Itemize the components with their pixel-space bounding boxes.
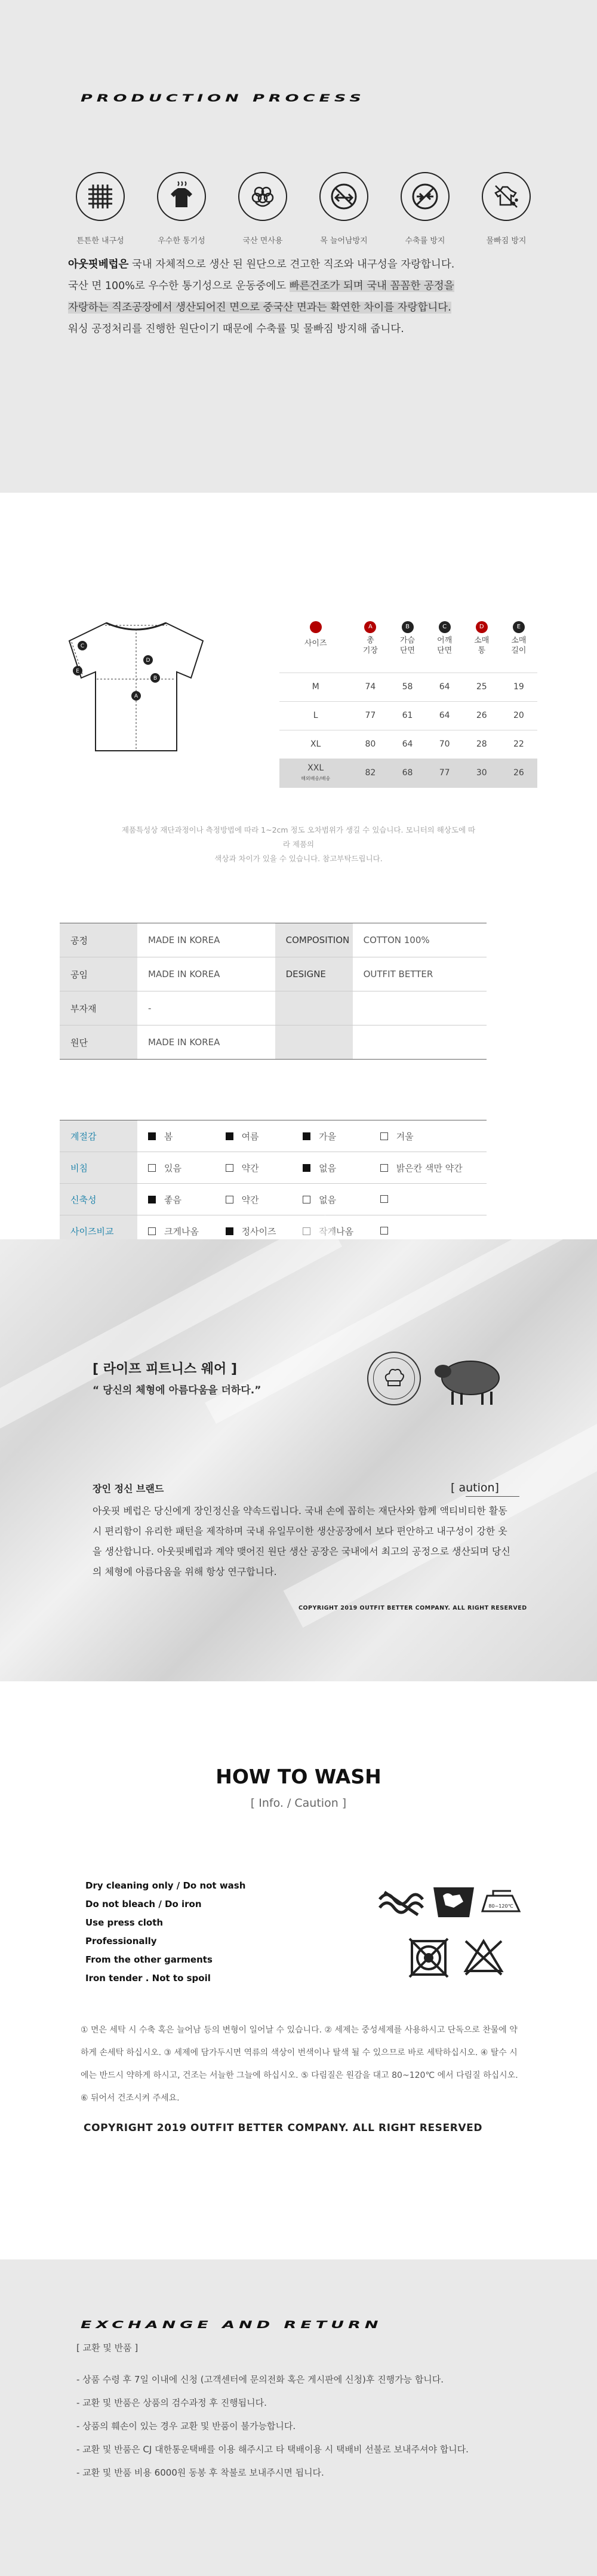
- highlighted-text: 빠른건조가 되며 국내 꼼꼼한 공정을: [289, 280, 454, 292]
- svg-text:80~120℃: 80~120℃: [488, 1903, 513, 1909]
- exchange-policy-list: [76, 2368, 469, 2485]
- feature-durability: [70, 172, 130, 245]
- checkbox-unchecked: [380, 1195, 388, 1203]
- laundry-symbols: [376, 1881, 525, 1983]
- feature-breathability: [152, 172, 211, 245]
- no-shrink-icon: [408, 180, 442, 213]
- wash-caution-note: ① 면은 세탁 시 수축 혹은 늘어남 등의 변형이 일어날 수 있습니다. ② 세제는 중성세제를 사용하시고 단독으로 찬물에 약하게 손세탁 하십시오. ③ 세제에 담가두시면 역류의 색상이 번색이나 탈색 될 수 있으므로 바로 세탁하십시오. ④ 탈수 시에는 반드시 약하게 하시고, 건조는 서늘한 그늘에 하십시오. ⑤ 다림질은 원감을 대고 80~120℃ 에서 다림질 하십시오. ⑥ 뒤어서 건조시켜 주세요.: [81, 2025, 518, 2103]
- wash-rule: Dry cleaning only / Do not wash: [85, 1880, 246, 1891]
- feature-label: 우수한 통기성: [158, 237, 205, 245]
- product-info-table: [60, 923, 487, 1060]
- no-tumble-dry-icon: [410, 1939, 448, 1977]
- wash-rule: Iron tender . Not to spoil: [85, 1973, 211, 1984]
- copyright-small: COPYRIGHT 2019 OUTFIT BETTER COMPANY. ALL RIGHT RESERVED: [298, 1605, 527, 1611]
- no-stretch-icon: [327, 180, 361, 213]
- checkbox-unchecked: [380, 1164, 388, 1172]
- size-badge: A: [364, 621, 376, 633]
- fabric-weave-icon: [85, 181, 116, 212]
- attribute-row-transparency: 비침 있음 약간 없음 밝은칸 색만 약간: [60, 1152, 487, 1184]
- caution-underline: [466, 1496, 519, 1497]
- brand-story-section: [0, 1239, 597, 1681]
- feature-label: 튼튼한 내구성: [76, 237, 124, 245]
- checkbox-unchecked: [148, 1164, 156, 1172]
- attribute-row-size-fit: 사이즈비교 크게나옴 정사이즈 작게나옴: [60, 1215, 487, 1247]
- sheep-icon: [429, 1351, 512, 1408]
- wash-instructions-list: [85, 1877, 245, 1988]
- xxl-note: 해외배송/배송: [301, 776, 331, 781]
- production-description: [68, 254, 540, 340]
- brand-seal-logo: [367, 1352, 421, 1405]
- tshirt-size-diagram: [64, 612, 208, 762]
- wash-rule: Use press cloth: [85, 1917, 164, 1928]
- feature-label: 물빠짐 방지: [486, 237, 527, 245]
- copyright-large: COPYRIGHT 2019 OUTFIT BETTER COMPANY. ALL RIGHT RESERVED: [84, 2122, 483, 2134]
- checkbox-checked: [148, 1132, 156, 1140]
- craftsman-heading: 장인 정신 브랜드: [93, 1483, 164, 1494]
- iron-temp-icon: [482, 1891, 519, 1911]
- size-row: XL 80 64 70 28 22: [279, 730, 537, 759]
- size-row: M 74 58 64 25 19: [279, 673, 537, 701]
- feature-label: 목 늘어남방지: [320, 237, 368, 245]
- size-badge: E: [513, 621, 525, 633]
- feature-label: 국산 면사용: [242, 237, 283, 245]
- wash-rule: From the other garments: [85, 1954, 213, 1965]
- checkbox-checked: [303, 1132, 310, 1140]
- checkbox-unchecked: [226, 1164, 233, 1172]
- description-line: 국내 자체적으로 생산 된 원단으로 견고한 직조와 내구성을 자랑합니다.: [128, 259, 455, 271]
- info-row: 원단 MADE IN KOREA: [60, 1026, 487, 1060]
- info-row: 부자재 -: [60, 991, 487, 1026]
- size-badge: B: [402, 621, 414, 633]
- brand-story-text: 아웃핏 베럽은 당신에게 장인정신을 약속드립니다. 국내 손에 꼽히는 재단사와 함께 액티비티한 활동 시 편리함이 유리한 패턴을 제작하며 국내 유일무이한 생산공장에서 보다 편안하고 내구성이 강한 옷을 생산합니다. 아웃핏베럽과 계약 맺어진 원단 생산 공장은 국내에서 최고의 공정으로 생산되며 당신의 체형에 아름다움을 위해 항상 연구합니다.: [93, 1505, 510, 1577]
- exchange-heading: [ 교환 및 반품 ]: [76, 2342, 139, 2353]
- feature-no-stretch: [314, 172, 374, 245]
- hand-wash-icon: [433, 1887, 474, 1917]
- size-badge: D: [476, 621, 488, 633]
- no-wash-icon: [380, 1892, 423, 1915]
- diagram-marker-a: A: [134, 693, 139, 699]
- feature-icon-row: [70, 172, 536, 245]
- highlighted-text: 자랑하는 직조공장에서 생산되어진 면으로 중국산 면과는 확연한 차이를 자랑합니다.: [68, 302, 451, 314]
- policy-item: - 상품의 훼손이 있는 경우 교환 및 반품이 불가능합니다.: [76, 2421, 296, 2431]
- feature-no-fade: [476, 172, 536, 245]
- production-process-title: PRODUCTION PROCESS: [81, 93, 365, 105]
- cotton-flower-icon: [247, 181, 278, 212]
- wash-rule: Professionally: [85, 1936, 157, 1946]
- production-process-section: [0, 0, 597, 493]
- policy-item: - 교환 및 반품은 CJ 대한통운택배를 이용 해주시고 타 택배이용 시 택배비 선불로 보내주셔야 합니다.: [76, 2444, 469, 2455]
- checkbox-checked: [303, 1164, 310, 1172]
- brand-story-title: [ 라이프 피트니스 웨어 ]: [93, 1362, 238, 1377]
- diagram-marker-d: D: [146, 658, 150, 664]
- policy-item: - 교환 및 반품은 상품의 검수과정 후 진행됩니다.: [76, 2397, 267, 2408]
- size-table: [279, 621, 537, 788]
- size-badge: C: [439, 621, 451, 633]
- exchange-return-title: EXCHANGE AND RETURN: [81, 2319, 383, 2331]
- checkbox-checked: [148, 1196, 156, 1203]
- description-line: 국산 면 100%로 우수한 통기성으로 운동중에도: [68, 280, 290, 292]
- info-row: 공정 MADE IN KOREA COMPOSITION COTTON 100%: [60, 923, 487, 957]
- policy-item: - 상품 수령 후 7일 이내에 신청 (고객센터에 문의전화 혹은 게시판에 신청)후 진행가능 합니다.: [76, 2374, 444, 2385]
- diagram-marker-b: B: [153, 676, 158, 681]
- size-badge: [310, 621, 322, 633]
- no-bleach-icon: [466, 1941, 501, 1975]
- attribute-row-season: 계절감 봄 여름 가을 겨울: [60, 1120, 487, 1152]
- checkbox-unchecked: [380, 1132, 388, 1140]
- brand-story-subtitle: “ 당신의 체형에 아름다움을 더하다.”: [93, 1384, 261, 1396]
- how-to-wash-subtitle: [ Info. / Caution ]: [250, 1797, 347, 1810]
- checkbox-checked: [226, 1132, 233, 1140]
- diagram-marker-e: E: [76, 668, 79, 674]
- caution-label: [ aution]: [451, 1481, 499, 1494]
- checkbox-unchecked: [148, 1227, 156, 1235]
- product-attribute-table: [60, 1120, 487, 1247]
- checkbox-unchecked: [303, 1196, 310, 1203]
- how-to-wash-title: HOW TO WASH: [216, 1765, 381, 1788]
- size-row: XXL 해외배송/배송 82 68 77 30 26: [279, 759, 537, 787]
- size-table-header: 사이즈 A 총 기장 B 가슴 단면 C 어깨 단면 D 소매 통 E 소매 길이: [279, 621, 537, 673]
- size-disclaimer: 제품특성상 재단과정이나 측정방법에 따라 1~2cm 정도 오차범위가 생길 수 있습니다. 모니터의 해상도에 따라 제품의 색상과 차이가 있을 수 있습니다. 참고부탁드립니다.: [121, 825, 476, 863]
- breathable-shirt-icon: [166, 181, 197, 212]
- checkbox-unchecked: [380, 1227, 388, 1235]
- policy-item: - 교환 및 반품 비용 6000원 동봉 후 착불로 보내주시면 됩니다.: [76, 2467, 324, 2478]
- checkbox-unchecked: [226, 1196, 233, 1203]
- feature-label: 수축률 방지: [405, 237, 445, 245]
- wash-rule: Do not bleach / Do iron: [85, 1899, 202, 1909]
- checkbox-checked: [226, 1227, 233, 1235]
- description-line: 워싱 공정처리를 진행한 원단이기 때문에 수축률 및 물빠짐 방지해 줍니다.: [68, 323, 404, 335]
- feature-domestic-cotton: [233, 172, 293, 245]
- no-fade-icon: [490, 180, 523, 213]
- diagram-marker-c: C: [80, 643, 85, 649]
- chef-hat-icon: [381, 1365, 407, 1392]
- brand-name: 아웃핏베럽은: [68, 259, 129, 271]
- size-row: L 77 61 64 26 20: [279, 701, 537, 730]
- info-row: 공임 MADE IN KOREA DESIGNE OUTFIT BETTER: [60, 957, 487, 991]
- feature-no-shrink: [395, 172, 455, 245]
- attribute-row-elasticity: 신축성 좋음 약간 없음: [60, 1184, 487, 1215]
